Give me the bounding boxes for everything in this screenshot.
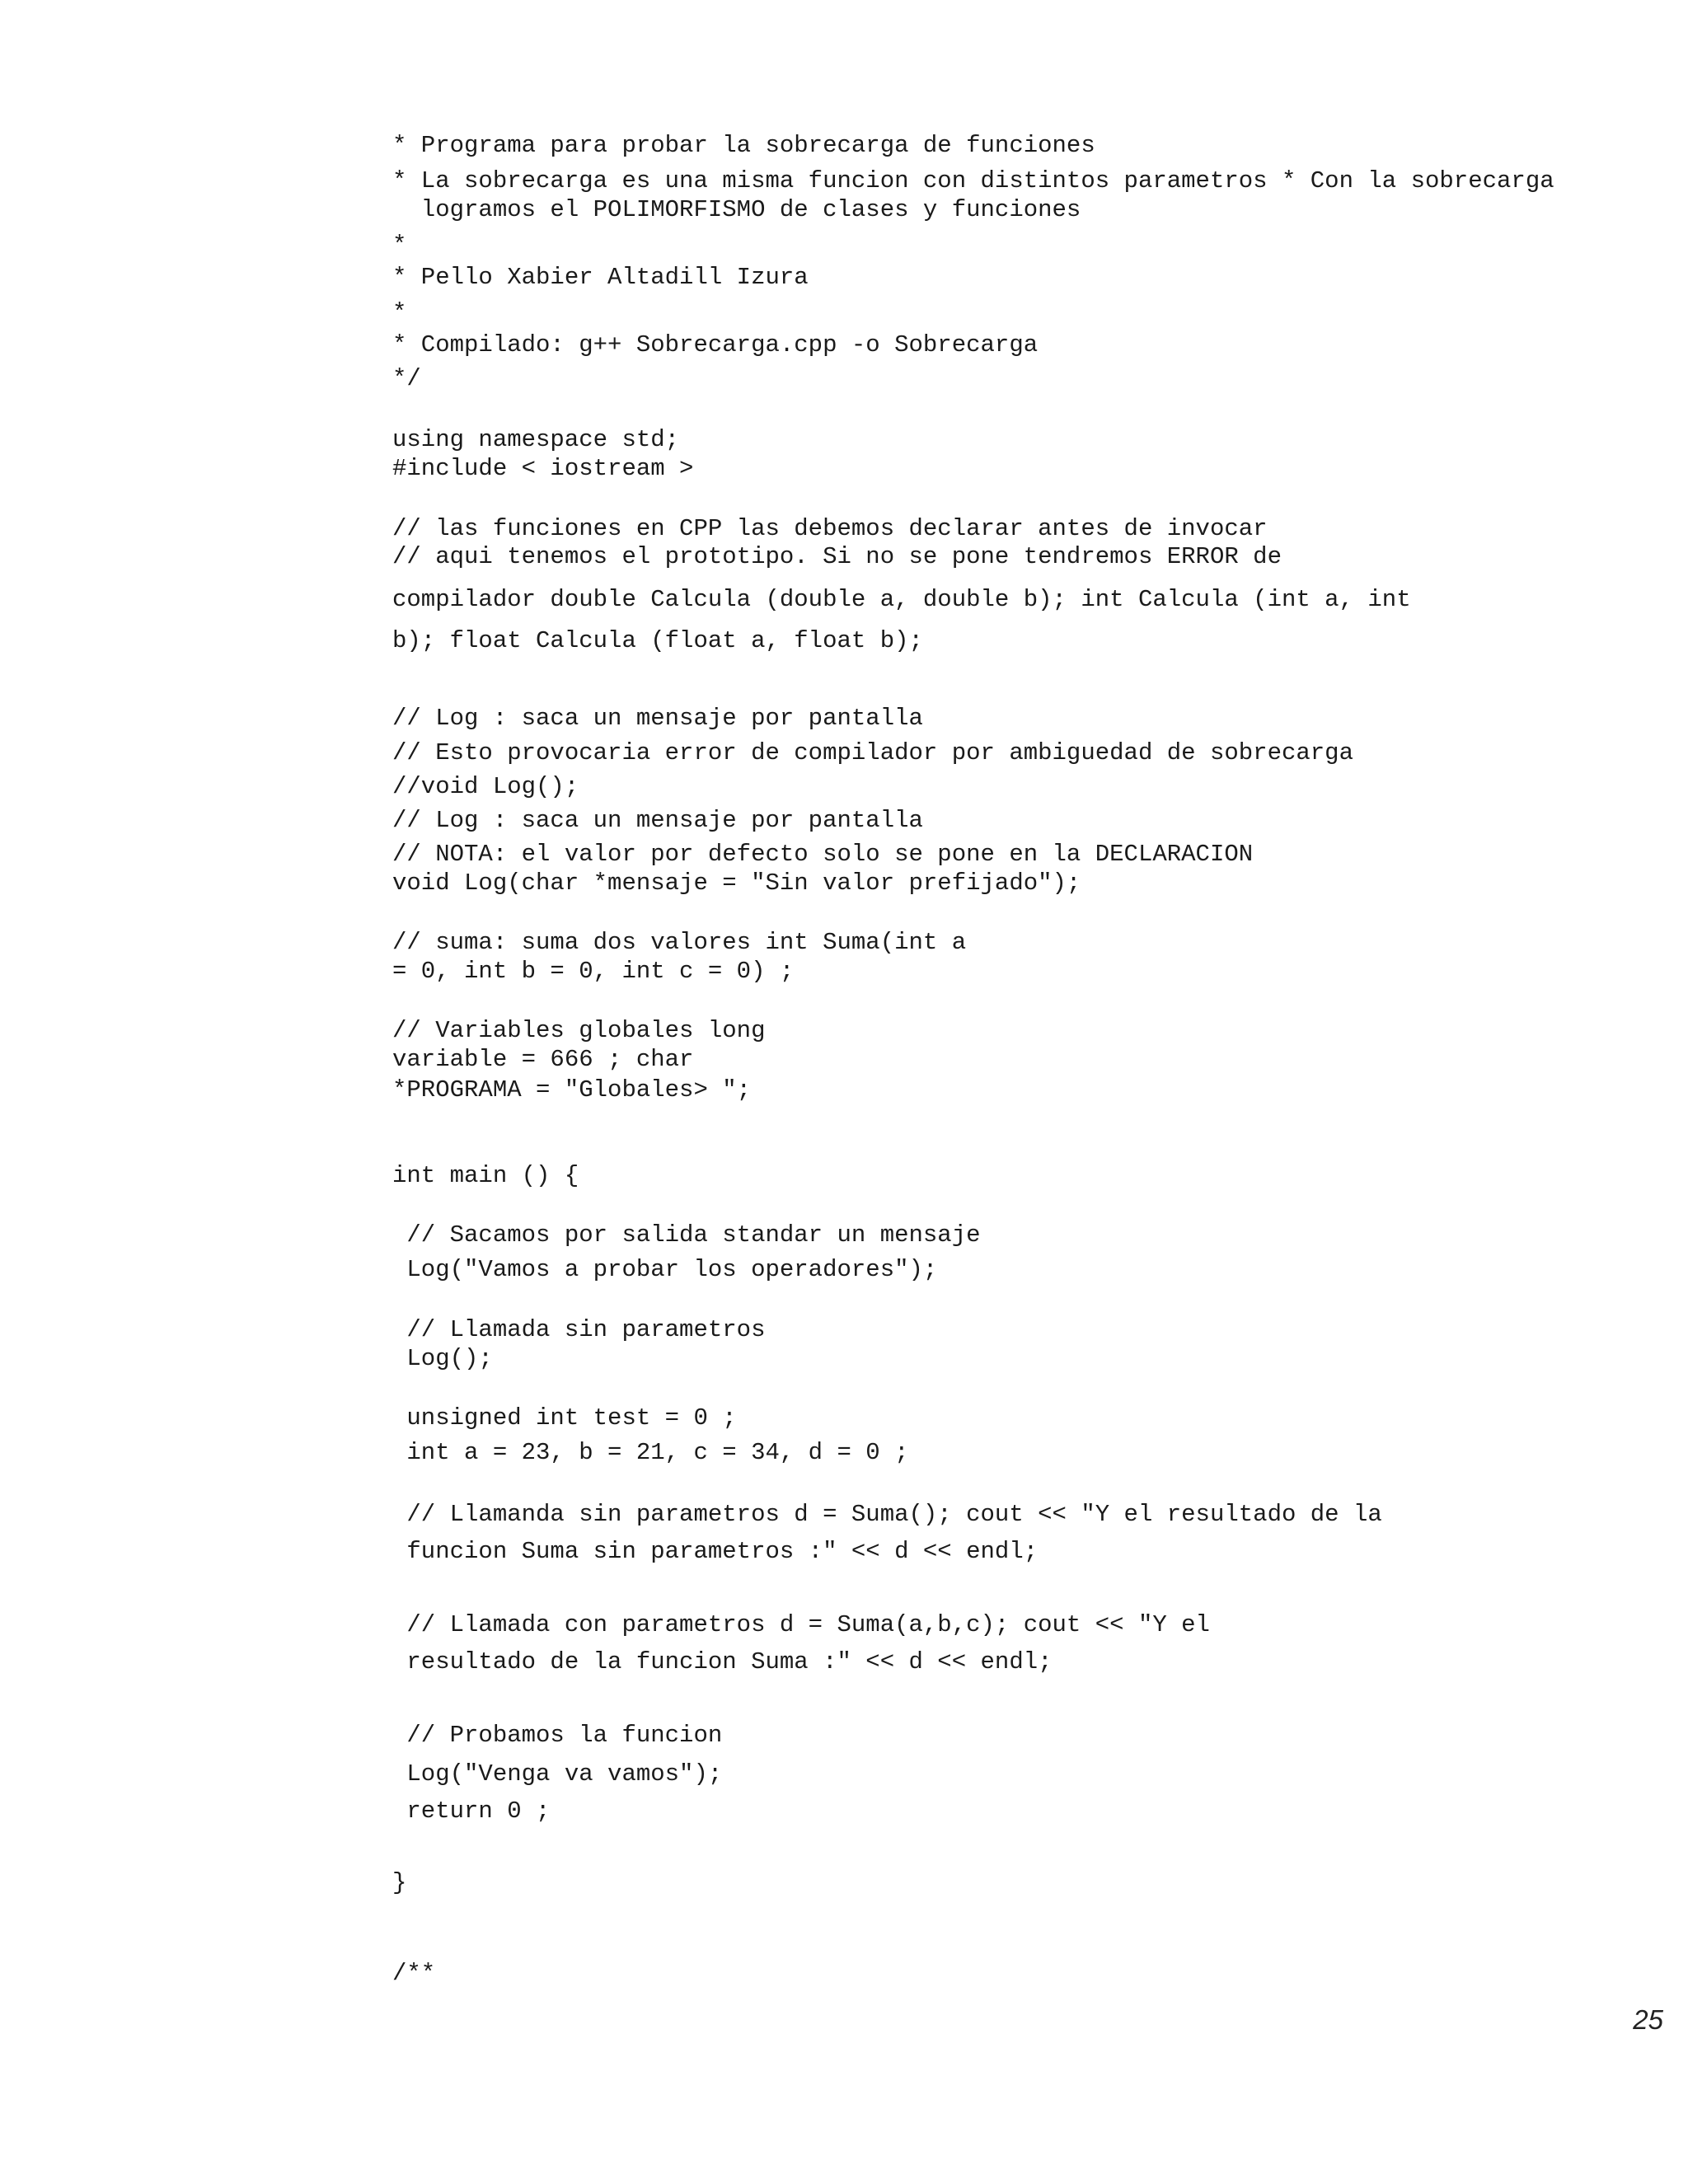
code-line: // Llamada con parametros d = Suma(a,b,c); cout << "Y el xyxy=(392,1611,1210,1638)
code-line: variable = 666 ; char xyxy=(392,1046,694,1073)
code-line: return 0 ; xyxy=(392,1797,551,1825)
code-line: */ xyxy=(392,365,421,392)
code-line: Log("Vamos a probar los operadores"); xyxy=(392,1256,938,1283)
code-line: = 0, int b = 0, int c = 0) ; xyxy=(392,958,795,985)
code-line: int main () { xyxy=(392,1162,579,1189)
code-line: // Log : saca un mensaje por pantalla xyxy=(392,807,923,834)
code-line: void Log(char *mensaje = "Sin valor prefijado"); xyxy=(392,869,1081,897)
code-line: // Esto provocaria error de compilador por ambiguedad de sobrecarga xyxy=(392,739,1353,766)
code-line: // Sacamos por salida standar un mensaje xyxy=(392,1221,981,1249)
code-line: // Probamos la funcion xyxy=(392,1722,723,1749)
code-line: * Programa para probar la sobrecarga de funciones xyxy=(392,132,1095,159)
code-line: #include < iostream > xyxy=(392,455,694,482)
code-line: // suma: suma dos valores int Suma(int a xyxy=(392,929,967,956)
code-line: int a = 23, b = 21, c = 34, d = 0 ; xyxy=(392,1439,909,1466)
code-line: Log(); xyxy=(392,1345,493,1372)
code-line: * xyxy=(392,299,407,326)
code-line: compilador double Calcula (double a, double b); int Calcula (int a, int xyxy=(392,586,1411,613)
code-line: Log("Venga va vamos"); xyxy=(392,1760,723,1788)
code-line: * Compilado: g++ Sobrecarga.cpp -o Sobrecarga xyxy=(392,331,1039,359)
code-line: funcion Suma sin parametros :" << d << endl; xyxy=(392,1538,1039,1565)
code-line: b); float Calcula (float a, float b); xyxy=(392,627,923,654)
code-line: using namespace std; xyxy=(392,426,680,453)
code-line: //void Log(); xyxy=(392,773,579,800)
code-line: // las funciones en CPP las debemos declarar antes de invocar xyxy=(392,515,1268,542)
code-line: logramos el POLIMORFISMO de clases y funciones xyxy=(392,196,1081,223)
page-number: 25 xyxy=(1633,2004,1663,2035)
code-line: resultado de la funcion Suma :" << d << endl; xyxy=(392,1648,1053,1675)
code-line: // Llamanda sin parametros d = Suma(); cout << "Y el resultado de la xyxy=(392,1501,1382,1528)
code-line: * xyxy=(392,232,407,259)
code-line: * La sobrecarga es una misma funcion con distintos parametros * Con la sobrecarga xyxy=(392,167,1554,194)
code-line: // Log : saca un mensaje por pantalla xyxy=(392,705,923,732)
code-line: * Pello Xabier Altadill Izura xyxy=(392,264,809,291)
code-line: } xyxy=(392,1869,407,1896)
code-line: // Variables globales long xyxy=(392,1017,766,1044)
code-line: unsigned int test = 0 ; xyxy=(392,1404,737,1432)
code-line: /** xyxy=(392,1960,436,1987)
code-line: // NOTA: el valor por defecto solo se pone en la DECLARACION xyxy=(392,841,1254,868)
code-line: // aqui tenemos el prototipo. Si no se pone tendremos ERROR de xyxy=(392,543,1282,570)
code-line: // Llamada sin parametros xyxy=(392,1316,766,1343)
code-line: *PROGRAMA = "Globales> "; xyxy=(392,1076,752,1104)
